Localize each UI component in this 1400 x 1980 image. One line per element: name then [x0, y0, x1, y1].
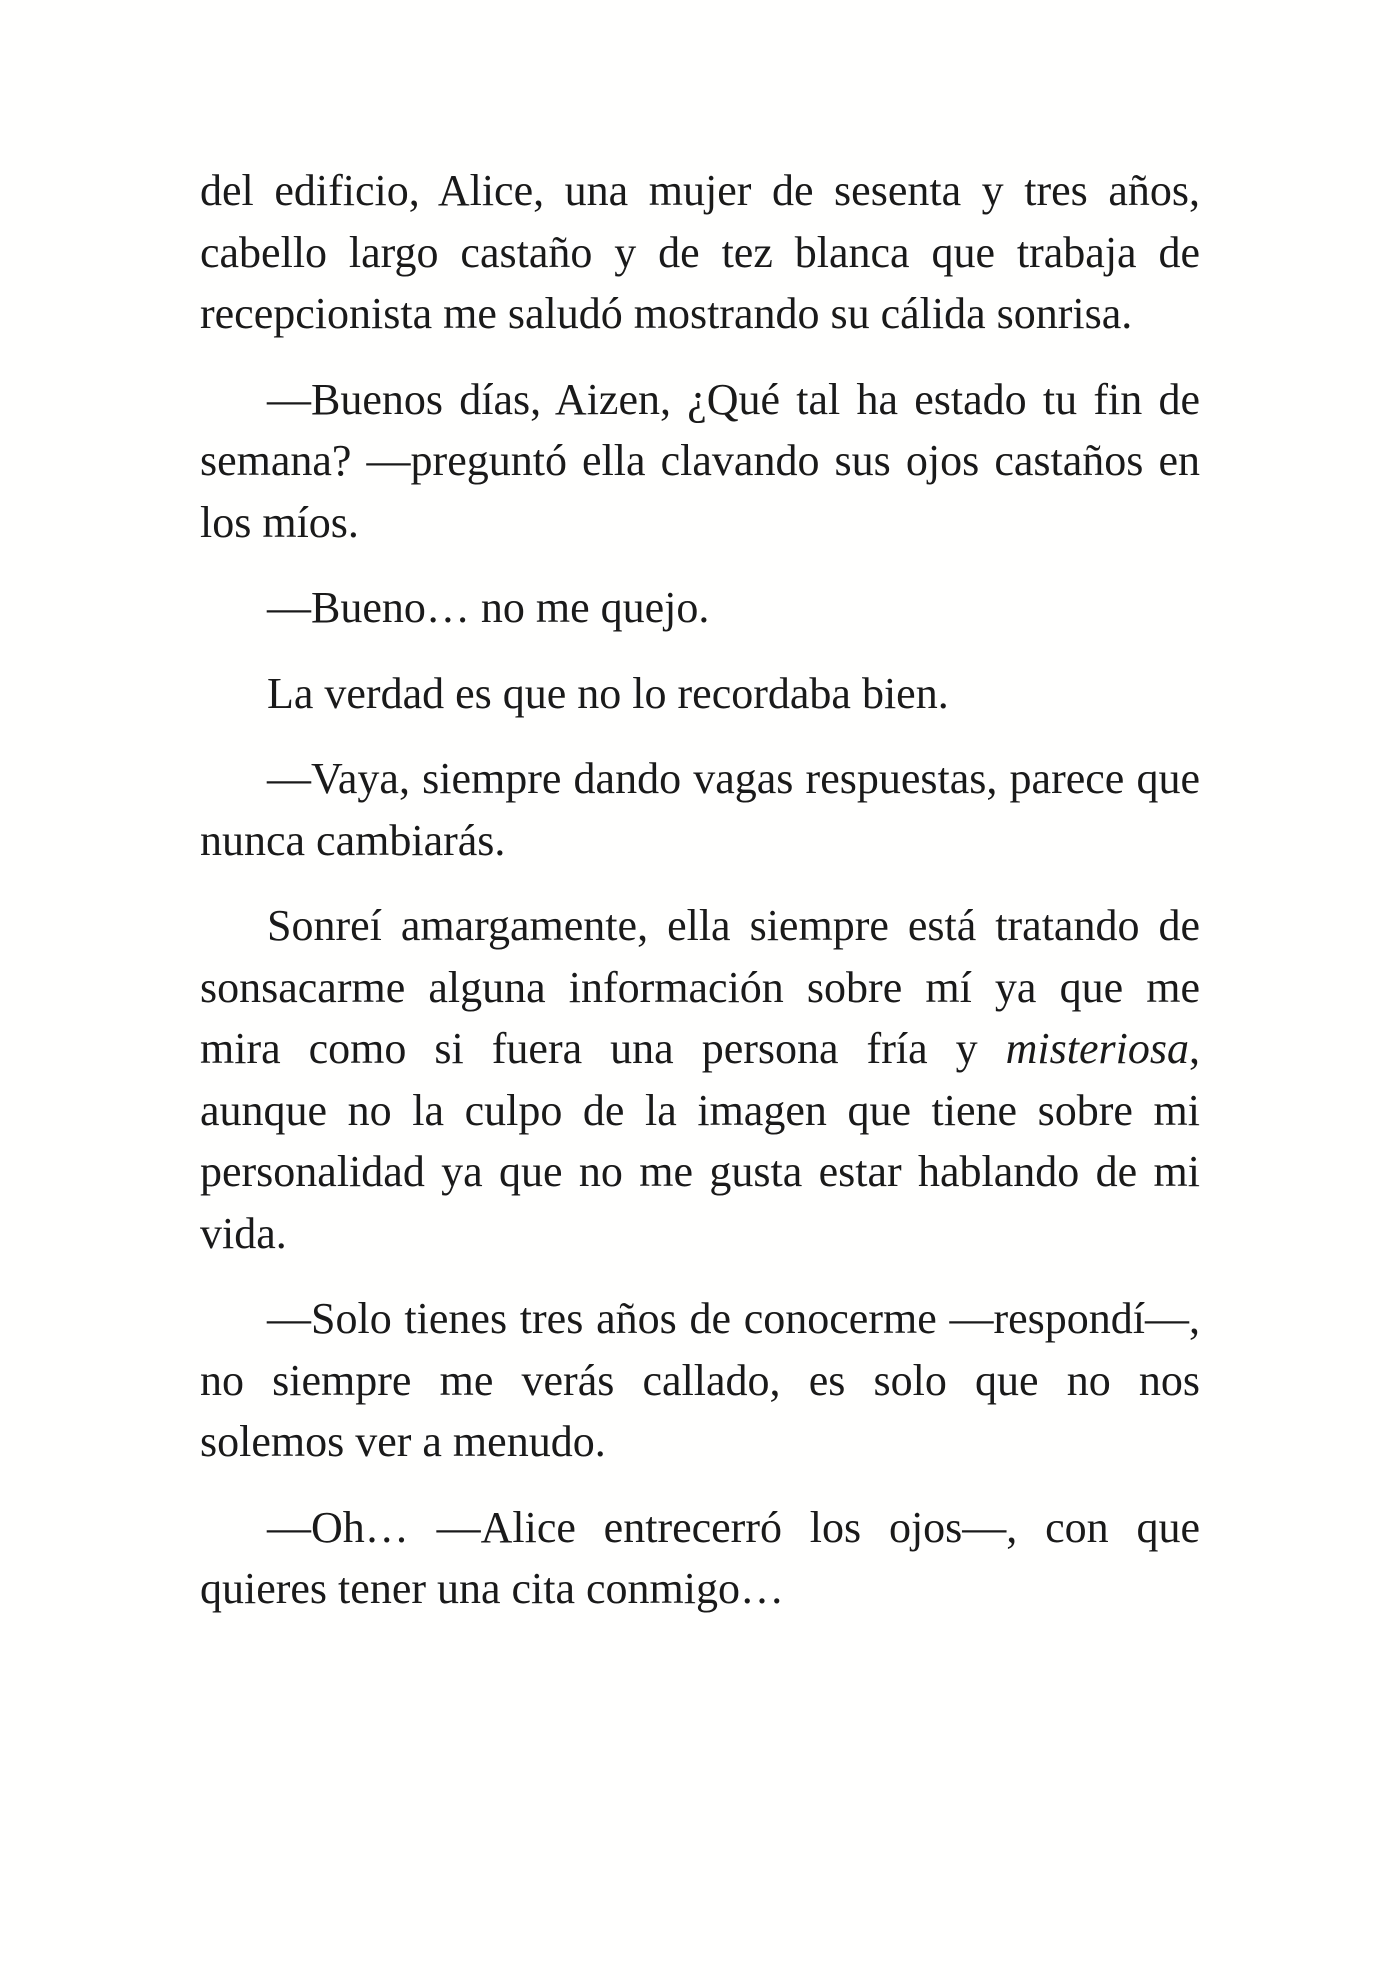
- page-text: [200, 160, 1200, 1644]
- paragraph-5: —Vaya, siempre dando vagas respuestas, parece que nunca cambiarás.: [200, 754, 1200, 865]
- paragraph-6: [200, 895, 1200, 1264]
- paragraph-6-italic-word: misteriosa: [1005, 1024, 1189, 1073]
- paragraph-8: —Oh… —Alice entrecerró los ojos—, con que quieres tener una cita conmigo…: [200, 1502, 1200, 1613]
- paragraph-1: del edificio, Alice, una mujer de sesenta y tres años, cabello largo castaño y de tez blanca que trabaja de recepcionista me saludó mostrando su cálida sonrisa.: [200, 166, 1200, 338]
- paragraph-6-text-b: , aunque no la culpo de la imagen que tiene sobre mi personalidad ya que no me gusta estar hablando de mi vida.: [200, 1024, 1200, 1258]
- paragraph-3: —Bueno… no me quejo.: [267, 583, 710, 632]
- paragraph-6-text-a: Sonreí amargamente, ella siempre está tratando de sonsacarme alguna información sobre mí ya que me mira como si fuera una persona fría y: [200, 901, 1200, 1073]
- paragraph-4: La verdad es que no lo recordaba bien.: [267, 668, 949, 718]
- paragraph-7: —Solo tienes tres años de conocerme —respondí—, no siempre me verás callado, es solo que no nos solemos ver a menudo.: [200, 1294, 1200, 1466]
- paragraph-2: —Buenos días, Aizen, ¿Qué tal ha estado tu fin de semana? —preguntó ella clavando sus ojos castaños en los míos.: [200, 374, 1200, 547]
